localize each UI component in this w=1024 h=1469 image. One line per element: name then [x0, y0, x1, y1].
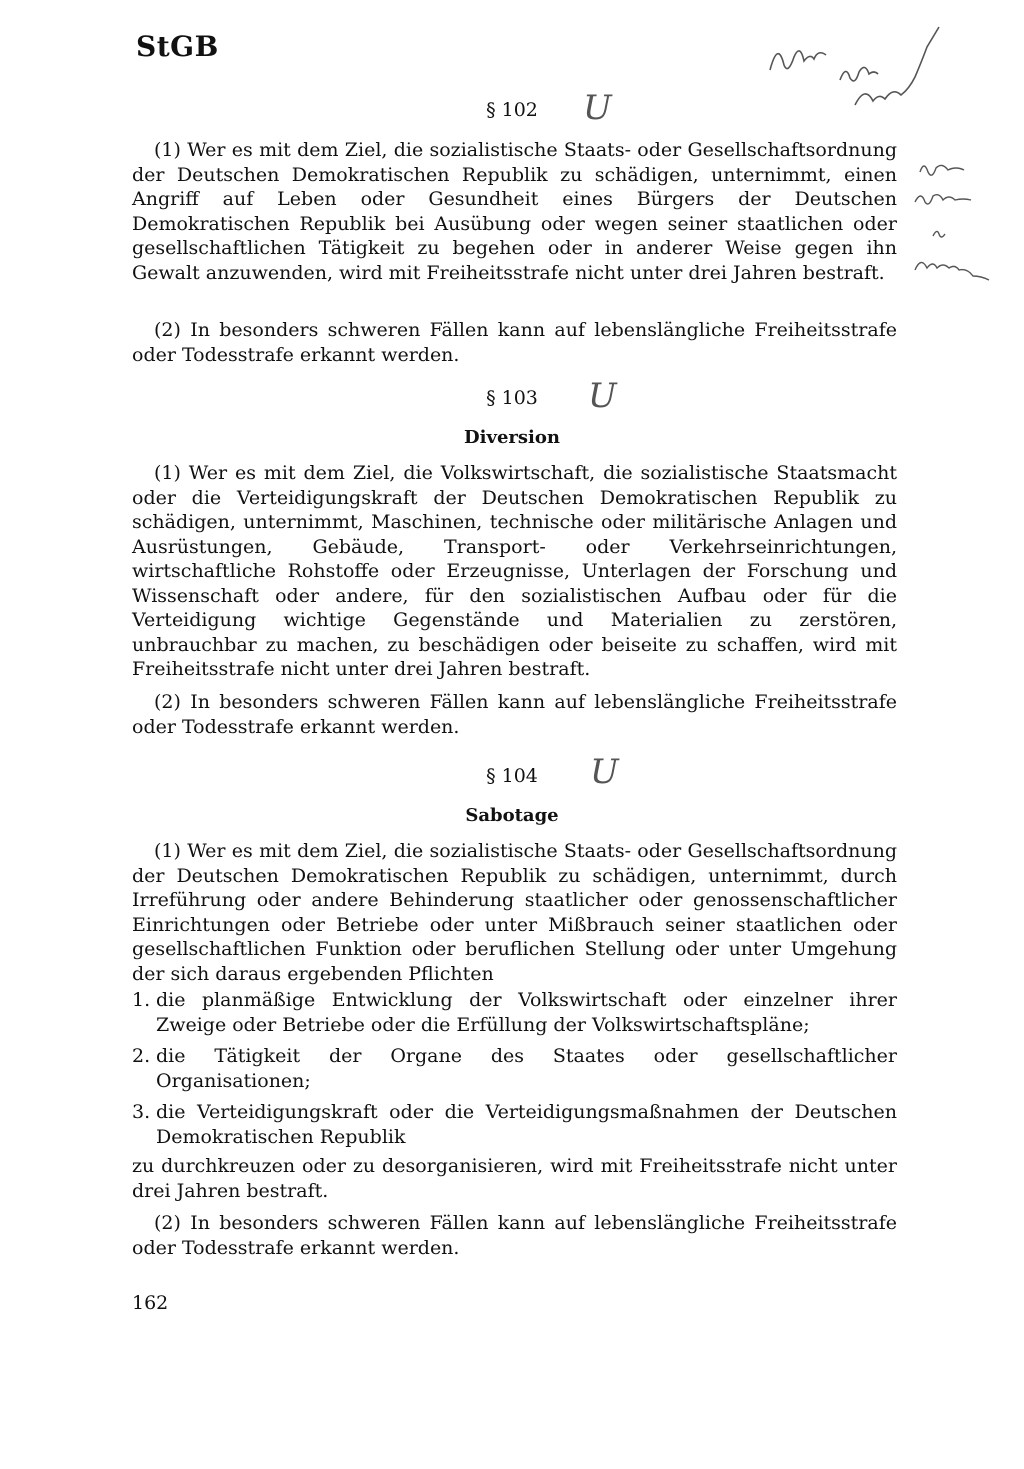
- section-104-handwritten-mark: U: [590, 752, 619, 792]
- list-item-number: 3.: [132, 1101, 151, 1123]
- list-item-text: die Verteidigungskraft oder die Verteidigungsmaßnahmen der Deutschen Demokratischen Republik: [156, 1101, 897, 1148]
- section-104-number: § 104: [486, 765, 538, 787]
- section-104-list-item: [132, 988, 897, 1037]
- list-item-text: die planmäßige Entwicklung der Volkswirtschaft oder einzelner ihrer Zweige oder Betriebe oder die Erfüllung der Volkswirtschaftspläne;: [156, 989, 897, 1036]
- handwritten-margin-note: [905, 150, 1015, 290]
- section-103-handwritten-mark: U: [588, 376, 617, 416]
- section-104-intro-paragraph: (1) Wer es mit dem Ziel, die sozialistische Staats- oder Gesellschaftsordnung der Deutschen Demokratischen Republik zu schädigen, unternimmt, durch Irreführung oder andere Behinderung staatlicher oder genossenschaftlicher Einrichtungen oder Betriebe oder unter Mißbrauch seiner staatlichen oder gesellschaftlichen Funktion oder beruflichen Stellung oder unter Umgehung der sich daraus ergebenden Pflichten: [132, 840, 897, 985]
- section-103-paragraph-2: (2) In besonders schweren Fällen kann auf lebenslängliche Freiheitsstrafe oder Todesstrafe erkannt werden.: [132, 691, 897, 738]
- section-103-number: § 103: [486, 387, 538, 409]
- section-103-paragraph-1: (1) Wer es mit dem Ziel, die Volkswirtschaft, die sozialistische Staatsmacht oder die Verteidigungskraft der Deutschen Demokratischen Republik zu schädigen, unternimmt, Maschinen, technische oder militärische Anlagen und Ausrüstungen, Gebäude, Transport- oder Verkehrseinrichtungen, wirtschaftliche Rohstoffe oder Erzeugnisse, Unterlagen der Forschung und Wissenschaft oder andere, für den sozialistischen Aufbau oder für die Verteidigung wichtige Gegenstände und Materialien zu zerstören, unbrauchbar zu machen, zu beschädigen oder beiseite zu schaffen, wird mit Freiheitsstrafe nicht unter drei Jahren bestraft.: [132, 462, 897, 680]
- page-number: 162: [132, 1292, 169, 1314]
- section-102-paragraph-2: (2) In besonders schweren Fällen kann auf lebenslängliche Freiheitsstrafe oder Todesstrafe erkannt werden.: [132, 319, 897, 366]
- list-item-text: die Tätigkeit der Organe des Staates oder gesellschaftlicher Organisationen;: [156, 1045, 897, 1092]
- section-104-list-item: [132, 1100, 897, 1149]
- page-header-title: StGB: [136, 30, 219, 63]
- list-item-number: 1.: [132, 989, 151, 1011]
- section-104-title: Sabotage: [465, 805, 559, 826]
- section-103-title: Diversion: [464, 427, 560, 448]
- section-104-paragraph-2: (2) In besonders schweren Fällen kann auf lebenslängliche Freiheitsstrafe oder Todesstrafe erkannt werden.: [132, 1212, 897, 1259]
- section-102-paragraph-1: (1) Wer es mit dem Ziel, die sozialistische Staats- oder Gesellschaftsordnung der Deutschen Demokratischen Republik zu schädigen, unternimmt, einen Angriff auf Leben oder Gesundheit eines Bürgers der Deutschen Demokratischen Republik bei Ausübung oder wegen seiner staatlichen oder gesellschaftlichen Tätigkeit zu begehen oder in anderer Weise gegen ihn Gewalt anzuwenden, wird mit Freiheitsstrafe nicht unter drei Jahren bestraft.: [132, 139, 897, 284]
- section-104-conclusion: zu durchkreuzen oder zu desorganisieren, wird mit Freiheitsstrafe nicht unter drei Jahren bestraft.: [132, 1155, 897, 1202]
- section-102-handwritten-mark: U: [583, 88, 612, 128]
- section-104-list-item: [132, 1044, 897, 1093]
- list-item-number: 2.: [132, 1045, 151, 1067]
- section-102-number: § 102: [486, 99, 538, 121]
